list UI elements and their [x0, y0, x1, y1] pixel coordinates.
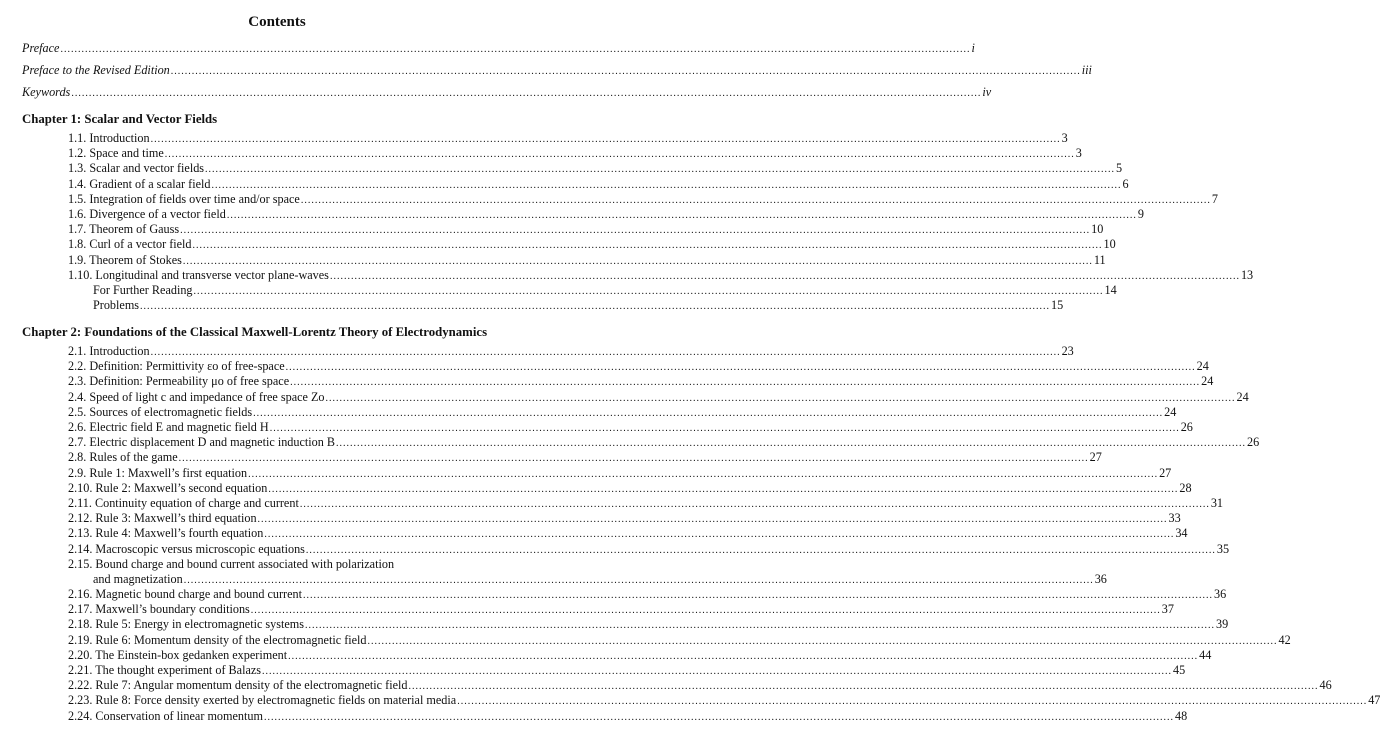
toc-entry[interactable] [93, 297, 1064, 315]
dot-leader: .................................................................................................................................................................................................................................................................... [336, 438, 1247, 450]
page-number: 26 [1247, 435, 1260, 450]
entry-title: 2.23. Rule 8: Force density exerted by electromagnetic fields on material media [68, 693, 457, 708]
dot-leader: .................................................................................................................................................................................................................................................................... [457, 696, 1368, 708]
dot-leader: .................................................................................................................................................................................................................................................................... [248, 468, 1159, 480]
entry-title: 2.18. Rule 5: Energy in electromagnetic systems [68, 617, 305, 632]
page-number: 31 [1210, 496, 1224, 510]
entry-title: and magnetization [93, 571, 183, 586]
dot-leader: .................................................................................................................................................................................................................................................................... [180, 225, 1091, 237]
entry-title: 2.11. Continuity equation of charge and current [68, 496, 299, 510]
page-number: 27 [1089, 450, 1102, 465]
page-number: 36 [1213, 587, 1227, 601]
entry-title: 2.21. The thought experiment of Balazs [68, 663, 262, 677]
page-number: 11 [1093, 252, 1106, 267]
page-number: 27 [1159, 465, 1172, 480]
entry-title: 1.4. Gradient of a scalar field [68, 176, 211, 191]
entry-title: 2.5. Sources of electromagnetic fields [68, 404, 253, 419]
page-number: 36 [1094, 571, 1107, 586]
page-number: 33 [1168, 511, 1181, 526]
entry-title: 2.24. Conservation of linear momentum [68, 708, 263, 723]
entry-title: 2.17. Maxwell’s boundary conditions [68, 602, 250, 617]
entry-title: Preface to the Revised Edition [22, 63, 170, 77]
page-number: 15 [1051, 298, 1064, 313]
dot-leader: .................................................................................................................................................................................................................................................................... [300, 194, 1211, 206]
toc-entry[interactable] [22, 40, 975, 58]
entry-title: For Further Reading [93, 283, 193, 297]
entry-title: 1.5. Integration of fields over time and/or space [68, 191, 300, 206]
dot-leader: .................................................................................................................................................................................................................................................................... [71, 88, 982, 99]
page-number: 34 [1175, 526, 1188, 541]
entry-title: 2.2. Definition: Permittivity εo of free-space [68, 359, 285, 374]
entry-title: 1.10. Longitudinal and transverse vector plane-waves [68, 267, 329, 282]
dot-leader: .................................................................................................................................................................................................................................................................... [299, 499, 1210, 510]
page-number: i [971, 41, 975, 55]
entry-title: 2.10. Rule 2: Maxwell’s second equation [68, 480, 268, 495]
page-number: 35 [1216, 541, 1230, 556]
entry-title: 2.16. Magnetic bound charge and bound current [68, 587, 302, 601]
dot-leader: .................................................................................................................................................................................................................................................................... [253, 407, 1164, 419]
dot-leader: .................................................................................................................................................................................................................................................................... [182, 255, 1093, 267]
dot-leader: .................................................................................................................................................................................................................................................................... [269, 423, 1180, 434]
dot-leader: .................................................................................................................................................................................................................................................................... [288, 650, 1199, 662]
dot-leader: .................................................................................................................................................................................................................................................................... [211, 179, 1122, 191]
page-number: 13 [1240, 267, 1254, 282]
entry-title: 1.8. Curl of a vector field [68, 237, 192, 252]
page-number: 28 [1179, 480, 1192, 495]
page-number: 3 [1061, 131, 1068, 145]
page-number: 23 [1061, 344, 1074, 358]
page-number: 45 [1173, 663, 1186, 677]
page-number: 46 [1319, 678, 1332, 693]
dot-leader: .................................................................................................................................................................................................................................................................... [170, 66, 1081, 77]
dot-leader: .................................................................................................................................................................................................................................................................... [250, 605, 1161, 617]
page-number: 47 [1368, 693, 1380, 708]
entry-title: 1.9. Theorem of Stokes [68, 252, 182, 267]
page-number: 44 [1199, 647, 1212, 662]
dot-leader: .................................................................................................................................................................................................................................................................... [325, 392, 1236, 404]
entry-title: 2.4. Speed of light c and impedance of free space Zo [68, 389, 325, 404]
page-number: 10 [1091, 222, 1104, 237]
dot-leader: .................................................................................................................................................................................................................................................................... [302, 590, 1213, 601]
dot-leader: .................................................................................................................................................................................................................................................................... [285, 362, 1196, 374]
page-number: iv [982, 85, 992, 99]
entry-title: 2.3. Definition: Permeability μo of free space [68, 374, 290, 389]
page-number: 6 [1122, 176, 1129, 191]
page-number: 5 [1116, 161, 1123, 176]
page-number: 24 [1201, 374, 1214, 389]
chapter-heading[interactable]: Chapter 1: Scalar and Vector Fields [22, 112, 218, 126]
entry-title: 1.1. Introduction [68, 131, 150, 145]
dot-leader: .................................................................................................................................................................................................................................................................... [257, 514, 1168, 526]
dot-leader: .................................................................................................................................................................................................................................................................... [150, 347, 1061, 358]
entry-title: 1.3. Scalar and vector fields [68, 161, 205, 176]
page-number: 10 [1103, 237, 1116, 252]
dot-leader: .................................................................................................................................................................................................................................................................... [305, 620, 1216, 632]
page-number: 3 [1075, 146, 1082, 161]
entry-title: 1.6. Divergence of a vector field [68, 207, 226, 221]
page-number: 24 [1196, 359, 1209, 374]
entry-title: 1.2. Space and time [68, 146, 164, 161]
entry-title: 1.7. Theorem of Gauss [68, 222, 180, 237]
dot-leader: .................................................................................................................................................................................................................................................................... [183, 574, 1094, 586]
toc-entry[interactable] [22, 62, 1092, 80]
entry-title: 2.6. Electric field E and magnetic field H [68, 420, 269, 434]
toc-entry[interactable] [68, 708, 1188, 726]
dot-leader: .................................................................................................................................................................................................................................................................... [178, 453, 1089, 465]
entry-title: 2.14. Macroscopic versus microscopic equations [68, 541, 305, 556]
entry-title: 2.22. Rule 7: Angular momentum density of the electromagnetic field [68, 678, 408, 693]
page-number: 37 [1161, 602, 1174, 617]
dot-leader: .................................................................................................................................................................................................................................................................... [264, 529, 1175, 541]
dot-leader: .................................................................................................................................................................................................................................................................... [193, 286, 1104, 297]
entry-title: Problems [93, 298, 140, 313]
entry-title: 2.8. Rules of the game [68, 450, 178, 465]
dot-leader: .................................................................................................................................................................................................................................................................... [329, 270, 1240, 282]
entry-title: Keywords [22, 85, 71, 99]
toc-entry[interactable] [22, 84, 992, 102]
dot-leader: .................................................................................................................................................................................................................................................................... [408, 681, 1319, 693]
dot-leader: .................................................................................................................................................................................................................................................................... [268, 483, 1179, 495]
page-number: 9 [1137, 207, 1144, 221]
dot-leader: .................................................................................................................................................................................................................................................................... [263, 711, 1174, 723]
dot-leader: .................................................................................................................................................................................................................................................................... [150, 134, 1061, 145]
entry-title: 2.1. Introduction [68, 344, 150, 358]
entry-title: Preface [22, 41, 60, 55]
dot-leader: .................................................................................................................................................................................................................................................................... [164, 149, 1075, 161]
page-number: 14 [1104, 283, 1117, 297]
entry-title: 2.7. Electric displacement D and magnetic induction B [68, 435, 336, 450]
dot-leader: .................................................................................................................................................................................................................................................................... [290, 377, 1201, 389]
dot-leader: .................................................................................................................................................................................................................................................................... [262, 666, 1173, 677]
dot-leader: .................................................................................................................................................................................................................................................................... [192, 240, 1103, 252]
entry-title[interactable]: 2.15. Bound charge and bound current associated with polarization [68, 556, 395, 571]
entry-title: 2.13. Rule 4: Maxwell’s fourth equation [68, 526, 264, 541]
page-number: 24 [1236, 389, 1249, 404]
dot-leader: .................................................................................................................................................................................................................................................................... [205, 164, 1116, 176]
page-number: iii [1081, 63, 1092, 77]
entry-title: 2.9. Rule 1: Maxwell’s first equation [68, 465, 248, 480]
page-number: 48 [1174, 708, 1188, 723]
entry-title: 2.12. Rule 3: Maxwell’s third equation [68, 511, 257, 526]
entry-title: 2.19. Rule 6: Momentum density of the electromagnetic field [68, 632, 367, 647]
page-number: 42 [1278, 632, 1291, 647]
dot-leader: .................................................................................................................................................................................................................................................................... [140, 301, 1051, 313]
contents-title: Contents [248, 14, 306, 30]
dot-leader: .................................................................................................................................................................................................................................................................... [60, 44, 971, 55]
page-number: 24 [1164, 404, 1177, 419]
page-number: 7 [1211, 191, 1218, 206]
dot-leader: .................................................................................................................................................................................................................................................................... [305, 544, 1216, 556]
dot-leader: .................................................................................................................................................................................................................................................................... [226, 210, 1137, 221]
page-number: 26 [1180, 420, 1193, 434]
dot-leader: .................................................................................................................................................................................................................................................................... [367, 635, 1278, 647]
chapter-heading[interactable]: Chapter 2: Foundations of the Classical Maxwell-Lorentz Theory of Electrodynamics [22, 325, 488, 339]
entry-title: 2.20. The Einstein-box gedanken experiment [68, 647, 288, 662]
page-number: 39 [1216, 617, 1229, 632]
